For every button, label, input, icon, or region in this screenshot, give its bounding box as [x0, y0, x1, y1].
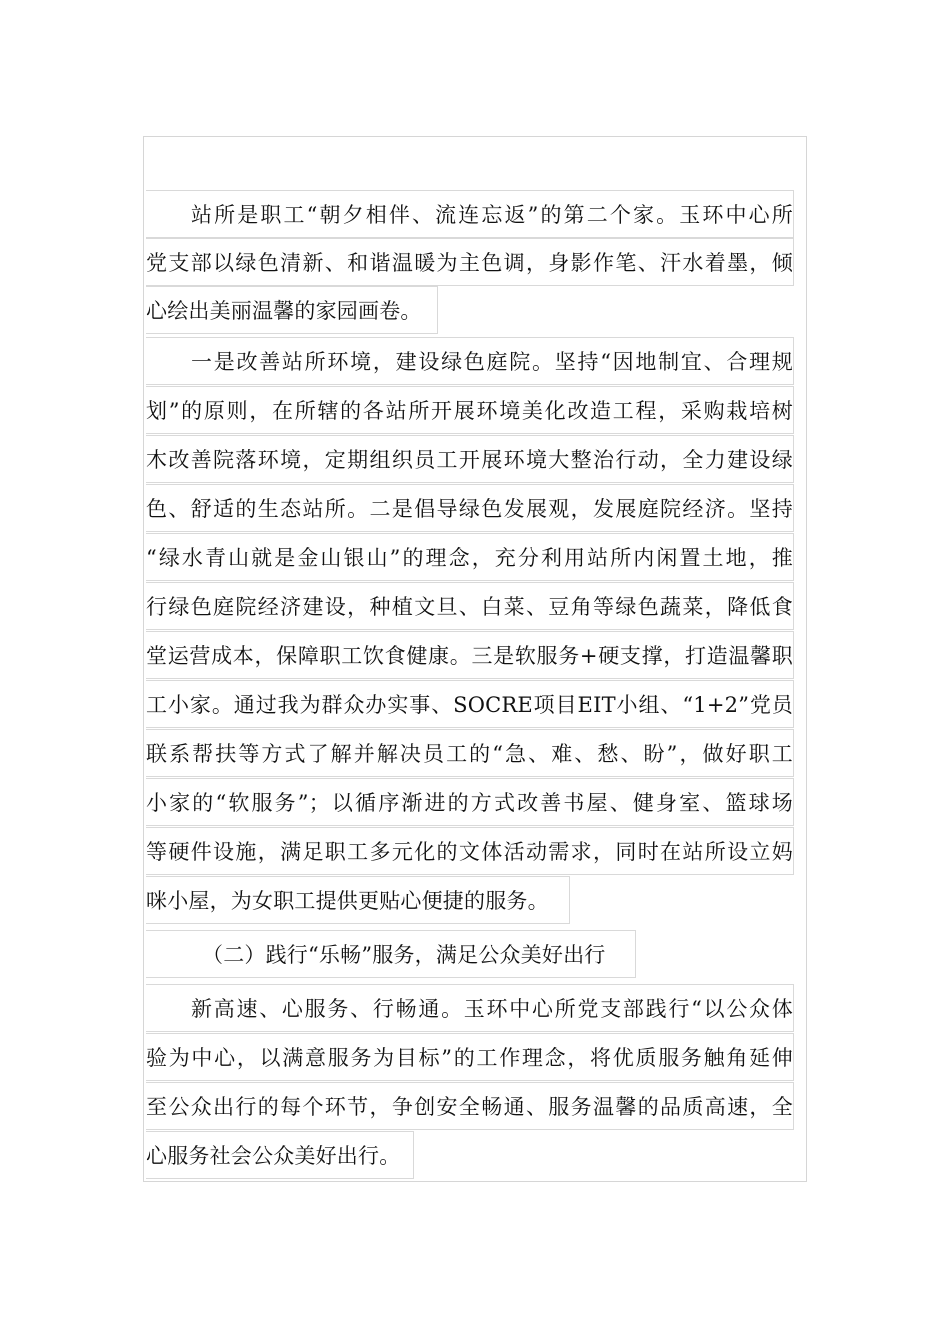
paragraph-line: 站所是职工“朝夕相伴、流连忘返”的第二个家。玉环中心所: [146, 190, 794, 238]
paragraph-line: 心绘出美丽温馨的家园画卷。: [146, 286, 438, 334]
section-heading: （二）践行“乐畅”服务，满足公众美好出行: [146, 930, 636, 978]
paragraph-line: 划”的原则，在所辖的各站所开展环境美化改造工程，采购栽培树: [146, 386, 794, 434]
paragraph-line: 咪小屋，为女职工提供更贴心便捷的服务。: [146, 876, 570, 924]
paragraph-line: 联系帮扶等方式了解并解决员工的“急、难、愁、盼”，做好职工: [146, 729, 794, 777]
paragraph-line: 至公众出行的每个环节，争创安全畅通、服务温馨的品质高速，全: [146, 1082, 794, 1130]
paragraph-line: 小家的“软服务”；以循序渐进的方式改善书屋、健身室、篮球场: [146, 778, 794, 826]
paragraph-line: 验为中心，以满意服务为目标”的工作理念，将优质服务触角延伸: [146, 1033, 794, 1081]
paragraph-line: 一是改善站所环境，建设绿色庭院。坚持“因地制宜、合理规: [146, 337, 794, 385]
paragraph-line: 行绿色庭院经济建设，种植文旦、白菜、豆角等绿色蔬菜，降低食: [146, 582, 794, 630]
paragraph-line: 木改善院落环境，定期组织员工开展环境大整治行动，全力建设绿: [146, 435, 794, 483]
paragraph-line: 党支部以绿色清新、和谐温暖为主色调，身影作笔、汗水着墨，倾: [146, 238, 794, 286]
paragraph-line: 堂运营成本，保障职工饮食健康。三是软服务+硬支撑，打造温馨职: [146, 631, 794, 679]
paragraph-line: 等硬件设施，满足职工多元化的文体活动需求，同时在站所设立妈: [146, 827, 794, 875]
paragraph-line: 心服务社会公众美好出行。: [146, 1131, 414, 1179]
paragraph-line: 新高速、心服务、行畅通。玉环中心所党支部践行“以公众体: [146, 984, 794, 1032]
paragraph-line: “绿水青山就是金山银山”的理念，充分利用站所内闲置土地，推: [146, 533, 794, 581]
paragraph-line: 工小家。通过我为群众办实事、SOCRE项目EIT小组、“1+2”党员: [146, 680, 794, 728]
paragraph-line: 色、舒适的生态站所。二是倡导绿色发展观，发展庭院经济。坚持: [146, 484, 794, 532]
